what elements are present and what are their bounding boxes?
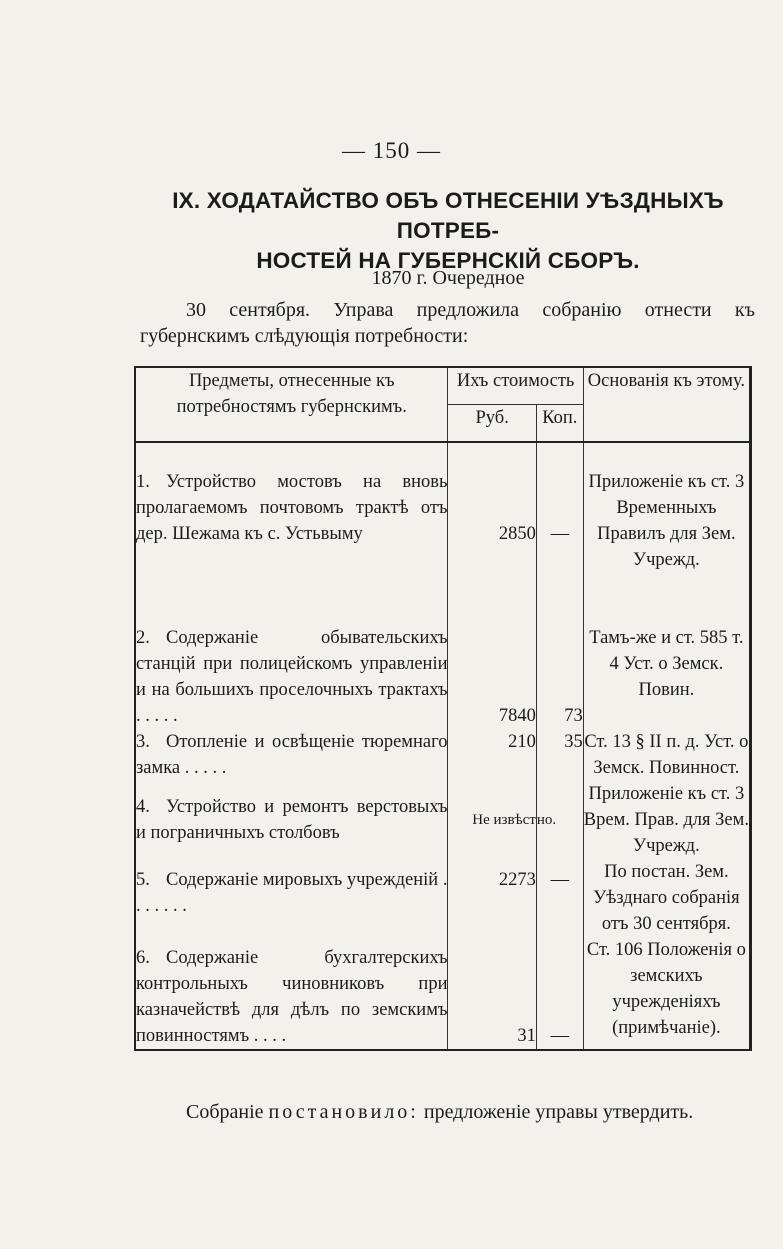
row-number: 1. xyxy=(136,472,150,492)
row-subject: Устройство мостовъ на вновь пролагаемомъ почтовомъ трактѣ отъ дер. Шежама къ с. Устьвыму xyxy=(136,472,448,544)
row-number: 5. xyxy=(136,870,150,890)
header-subject: Предметы, отнесенные къ потребностямъ губернскимъ. xyxy=(135,367,448,442)
table-row xyxy=(135,625,751,729)
row-kop: но. xyxy=(536,781,583,859)
heading-line-2: НОСТЕЙ НА ГУБЕРНСКІЙ СБОРЪ. xyxy=(256,248,640,273)
row-basis: Ст. 106 Положенія о земскихъ учрежденіяхъ (примѣчаніе). xyxy=(583,937,750,1050)
resolution xyxy=(186,1101,756,1124)
resolution-rest: предложеніе управы утвердить. xyxy=(423,1101,694,1123)
row-number: 4. xyxy=(136,797,150,817)
row-kop: — xyxy=(536,469,583,573)
row-basis: Приложеніе къ ст. 3 Врем. Прав. для Зем. Учрежд. xyxy=(583,781,750,859)
table-row xyxy=(135,781,751,859)
row-kop: — xyxy=(536,859,583,937)
row-rub: 210 xyxy=(448,729,536,781)
row-subject: Содержаніе обывательскихъ станцій при полицейскомъ управленіи и на большихъ проселочныхъ трактахъ . . . . . xyxy=(136,628,448,726)
intro-paragraph xyxy=(140,297,755,349)
row-number: 6. xyxy=(136,948,150,968)
row-subject: Содержаніе бухгалтерскихъ контрольныхъ чиновниковъ при казначействѣ для дѣлъ по земскимъ повинностямъ . . . . xyxy=(136,948,448,1046)
table-row xyxy=(135,937,751,1050)
row-basis: Приложеніе къ ст. 3 Временныхъ Правилъ для Зем. Учрежд. xyxy=(583,469,750,573)
row-rub: 2273 xyxy=(448,859,536,937)
heading-line-1: IX. ХОДАТАЙСТВО ОБЪ ОТНЕСЕНІИ УѢЗДНЫХЪ ПОТРЕБ- xyxy=(172,188,724,243)
row-kop: — xyxy=(536,937,583,1050)
expenses-table xyxy=(134,366,752,1051)
section-heading xyxy=(128,186,768,276)
table-row xyxy=(135,729,751,781)
page-number: — 150 — xyxy=(342,138,441,163)
row-rub: Не извѣст xyxy=(448,781,536,859)
table-header-row xyxy=(135,367,751,405)
row-basis: Ст. 13 § II п. д. Уст. о Земск. Повинност. xyxy=(583,729,750,781)
resolution-lead: Собраніе xyxy=(186,1101,264,1123)
row-subject: Устройство и ремонтъ верстовыхъ и пограничныхъ столбовъ xyxy=(136,797,448,843)
row-kop: 73 xyxy=(536,625,583,729)
header-cost: Ихъ стоимость xyxy=(448,367,583,405)
intro-text: 30 сентября. Управа предложила собранію отнести къ губернскимъ слѣдующія потребности: xyxy=(140,299,755,347)
table-row xyxy=(135,469,751,573)
row-subject: Содержаніе мировыхъ учрежденій . . . . . . . xyxy=(136,870,448,916)
header-rub: Руб. xyxy=(448,405,536,443)
row-rub: 31 xyxy=(448,937,536,1050)
resolution-verb: постановило: xyxy=(268,1101,419,1123)
row-rub: 2850 xyxy=(448,469,536,573)
row-subject: Отопленіе и освѣщеніе тюремнаго замка . . . . . xyxy=(136,732,448,778)
row-basis: По постан. Зем. Уѣзднаго собранія отъ 30 сентября. xyxy=(583,859,750,937)
table-row xyxy=(135,859,751,937)
row-rub: 7840 xyxy=(448,625,536,729)
row-basis: Тамъ-же и ст. 585 т. 4 Уст. о Земск. Повин. xyxy=(583,625,750,729)
row-number: 3. xyxy=(136,732,150,752)
header-kop: Коп. xyxy=(536,405,583,443)
row-kop: 35 xyxy=(536,729,583,781)
row-number: 2. xyxy=(136,628,150,648)
session-date: 1870 г. Очередное xyxy=(371,267,525,289)
header-basis: Основанія къ этому. xyxy=(583,367,750,442)
